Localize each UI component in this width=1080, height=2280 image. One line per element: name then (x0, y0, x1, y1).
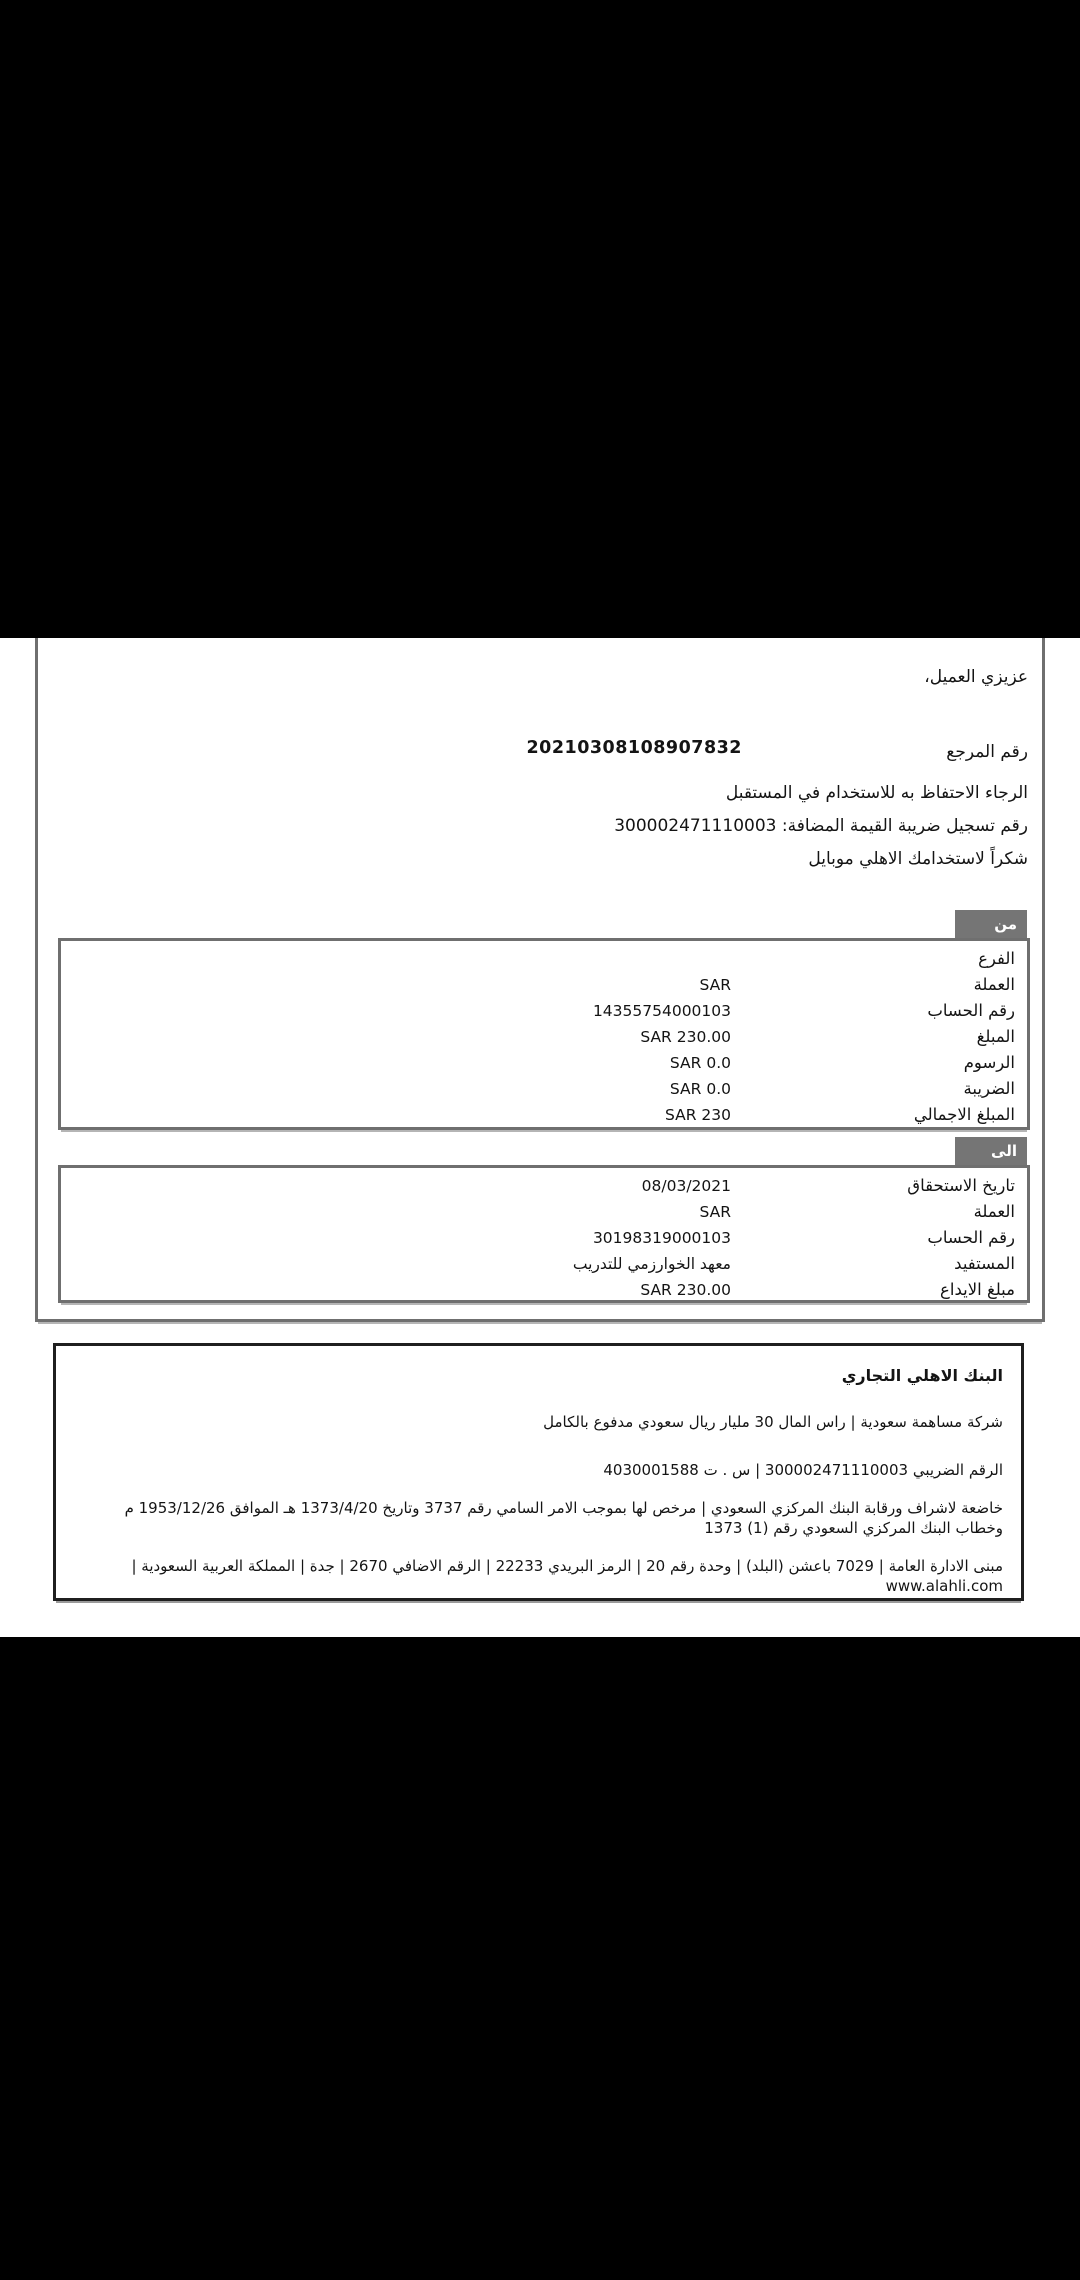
row-value: 0.0 SAR (669, 1054, 731, 1072)
from-section-tab: من (955, 910, 1027, 938)
keep-note-text: الرجاء الاحتفاظ به للاستخدام في المستقبل (725, 783, 1028, 803)
table-row (73, 1277, 1015, 1303)
row-label: الفرع (978, 949, 1015, 968)
table-row (73, 1199, 1015, 1225)
document-scroll-area[interactable] (0, 638, 1080, 1637)
letterbox-top (0, 0, 1080, 638)
row-value: 30198319000103 (592, 1229, 731, 1247)
row-value: 14355754000103 (592, 1002, 731, 1020)
table-row (73, 972, 1015, 998)
reference-label: رقم المرجع (946, 742, 1028, 762)
table-row (73, 998, 1015, 1024)
row-value: معهد الخوارزمي للتدريب (572, 1255, 731, 1273)
row-value: 230 SAR (664, 1106, 731, 1124)
letterbox-bottom (0, 1637, 1080, 2280)
table-row (73, 946, 1015, 972)
row-value: SAR (699, 1203, 731, 1221)
from-section-box (58, 938, 1030, 1130)
row-label: العملة (973, 975, 1015, 994)
table-row (73, 1225, 1015, 1251)
table-row (73, 1251, 1015, 1277)
bank-info-box (53, 1343, 1024, 1601)
row-label: رقم الحساب (927, 1228, 1015, 1247)
row-value: 08/03/2021 (641, 1177, 731, 1195)
row-value: 230.00 SAR (640, 1028, 731, 1046)
table-row (73, 1102, 1015, 1128)
row-label: مبلغ الايداع (940, 1280, 1015, 1299)
row-label: العملة (973, 1202, 1015, 1221)
to-section-box (58, 1165, 1030, 1303)
reference-value: 20210308108907832 (526, 738, 742, 758)
to-section-tab: الى (955, 1137, 1027, 1165)
table-row (73, 1050, 1015, 1076)
row-value: 0.0 SAR (669, 1080, 731, 1098)
thanks-text: شكراً لاستخدامك الاهلي موبايل (808, 849, 1028, 869)
receipt-frame (35, 638, 1045, 1322)
row-label: رقم الحساب (927, 1001, 1015, 1020)
table-row (73, 1024, 1015, 1050)
bank-info-line: مبنى الادارة العامة | 7029 باعشن (البلد) | وحدة رقم 20 | الرمز البريدي 22233 | الرقم الاضافي 2670 | جدة | المملكة العربية السعودية | www.alahli.com (131, 1557, 1003, 1595)
greeting-text: عزيزي العميل، (924, 667, 1028, 687)
row-label: المبلغ الاجمالي (913, 1105, 1015, 1124)
bank-info-line: الرقم الضريبي 300002471110003 | س . ت 4030001588 (603, 1461, 1003, 1479)
table-row (73, 1173, 1015, 1199)
row-label: الرسوم (963, 1053, 1015, 1072)
bank-info-line: شركة مساهمة سعودية | راس المال 30 مليار ريال سعودي مدفوع بالكامل (543, 1413, 1003, 1431)
vat-registration-text: رقم تسجيل ضريبة القيمة المضافة: 300002471110003 (614, 816, 1028, 836)
row-label: المبلغ (976, 1027, 1015, 1046)
bank-info-line: خاضعة لاشراف ورقابة البنك المركزي السعودي | مرخص لها بموجب الامر السامي رقم 3737 وتاريخ 1373/4/20 هـ الموافق 1953/12/26 م وخطاب البنك المركزي السعودي رقم (1) 1373 (124, 1499, 1003, 1537)
row-label: الضريبة (963, 1079, 1015, 1098)
table-row (73, 1076, 1015, 1102)
row-label: تاريخ الاستحقاق (907, 1176, 1015, 1195)
row-value: SAR (699, 976, 731, 994)
row-label: المستفيد (954, 1254, 1015, 1273)
bank-name-title: البنك الاهلي التجاري (841, 1366, 1003, 1385)
row-value: 230.00 SAR (640, 1281, 731, 1299)
